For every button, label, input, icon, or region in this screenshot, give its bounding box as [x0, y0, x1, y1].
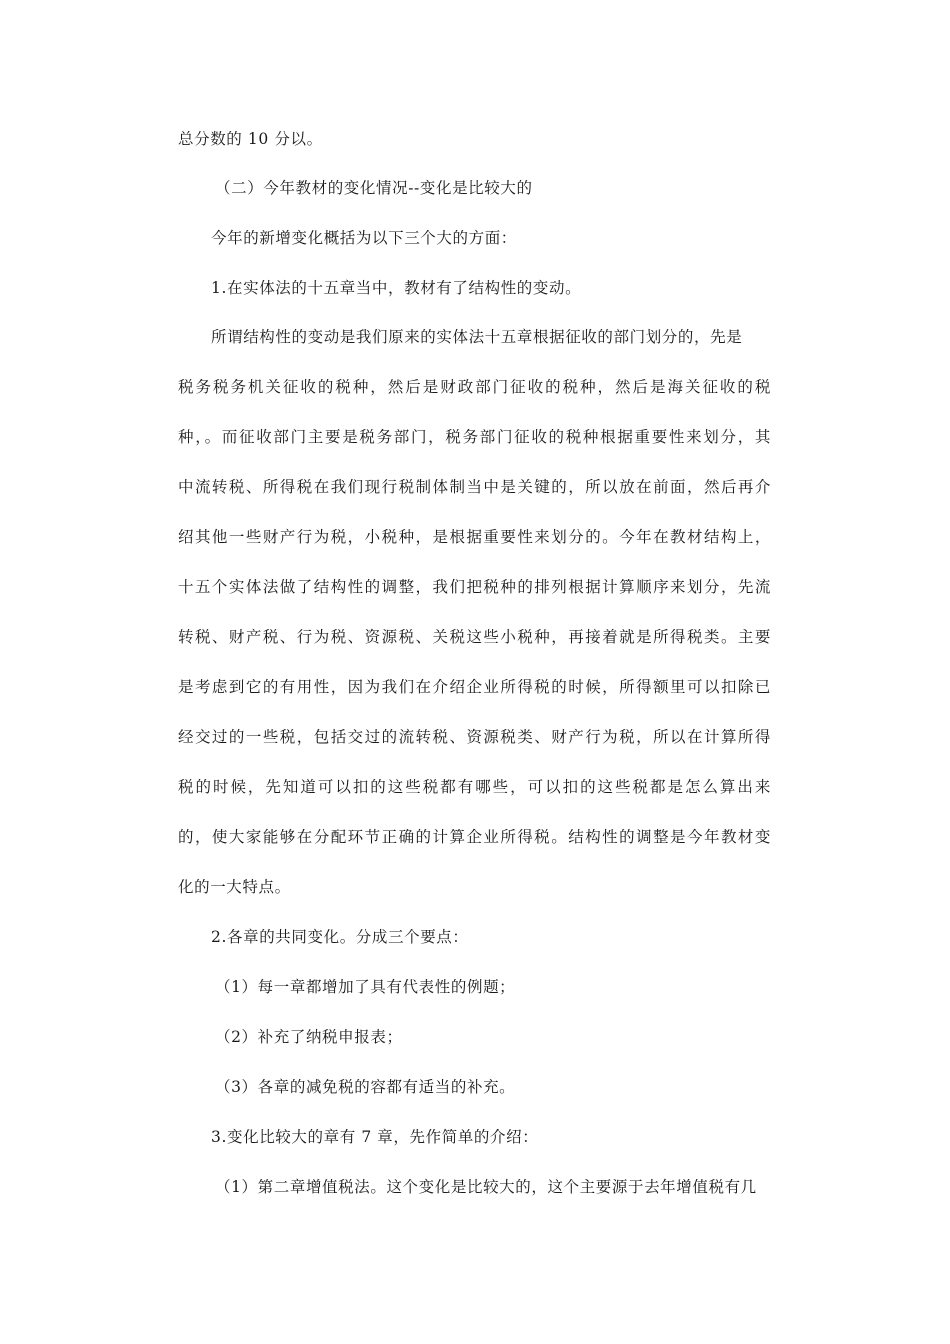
- paragraph-line: 经交过的一些税，包括交过的流转税、资源税类、财产行为税，所以在计算所得: [178, 728, 771, 746]
- sub-item-1: （1）每一章都增加了具有代表性的例题；: [215, 978, 516, 996]
- paragraph-line: 转税、财产税、行为税、资源税、关税这些小税种，再接着就是所得税类。主要: [178, 628, 771, 646]
- text-line-3: 今年的新增变化概括为以下三个大的方面：: [211, 229, 517, 247]
- list-item-2: 2.各章的共同变化。分成三个要点：: [211, 928, 469, 946]
- text-line-1: 总分数的 10 分以。: [178, 130, 323, 148]
- paragraph-line: 化的一大特点。: [178, 878, 291, 896]
- list-item-3: 3.变化比较大的章有 7 章，先作简单的介绍：: [211, 1128, 539, 1146]
- sub-item-2: （2）补充了纳税申报表；: [215, 1028, 403, 1046]
- paragraph-line: 十五个实体法做了结构性的调整，我们把税种的排列根据计算顺序来划分，先流: [178, 578, 771, 596]
- section-heading: （二）今年教材的变化情况--变化是比较大的: [215, 179, 533, 197]
- paragraph-line: 是考虑到它的有用性，因为我们在介绍企业所得税的时候，所得额里可以扣除已: [178, 678, 771, 696]
- sub-item-4: （1）第二章增值税法。这个变化是比较大的，这个主要源于去年增值税有几: [215, 1178, 757, 1196]
- paragraph-line: 中流转税、所得税在我们现行税制体制当中是关键的，所以放在前面，然后再介: [178, 478, 771, 496]
- paragraph-line: 所谓结构性的变动是我们原来的实体法十五章根据征收的部门划分的，先是: [211, 328, 743, 346]
- paragraph-line: 种，。而征收部门主要是税务部门，税务部门征收的税种根据重要性来划分，其: [178, 428, 771, 446]
- paragraph-line: 绍其他一些财产行为税，小税种，是根据重要性来划分的。今年在教材结构上，: [178, 528, 771, 546]
- list-item-1: 1.在实体法的十五章当中，教材有了结构性的变动。: [211, 279, 582, 297]
- paragraph-line: 的，使大家能够在分配环节正确的计算企业所得税。结构性的调整是今年教材变: [178, 828, 771, 846]
- sub-item-3: （3）各章的减免税的容都有适当的补充。: [215, 1078, 516, 1096]
- paragraph-line: 税务税务机关征收的税种，然后是财政部门征收的税种，然后是海关征收的税: [178, 378, 771, 396]
- paragraph-line: 税的时候，先知道可以扣的这些税都有哪些，可以扣的这些税都是怎么算出来: [178, 778, 771, 796]
